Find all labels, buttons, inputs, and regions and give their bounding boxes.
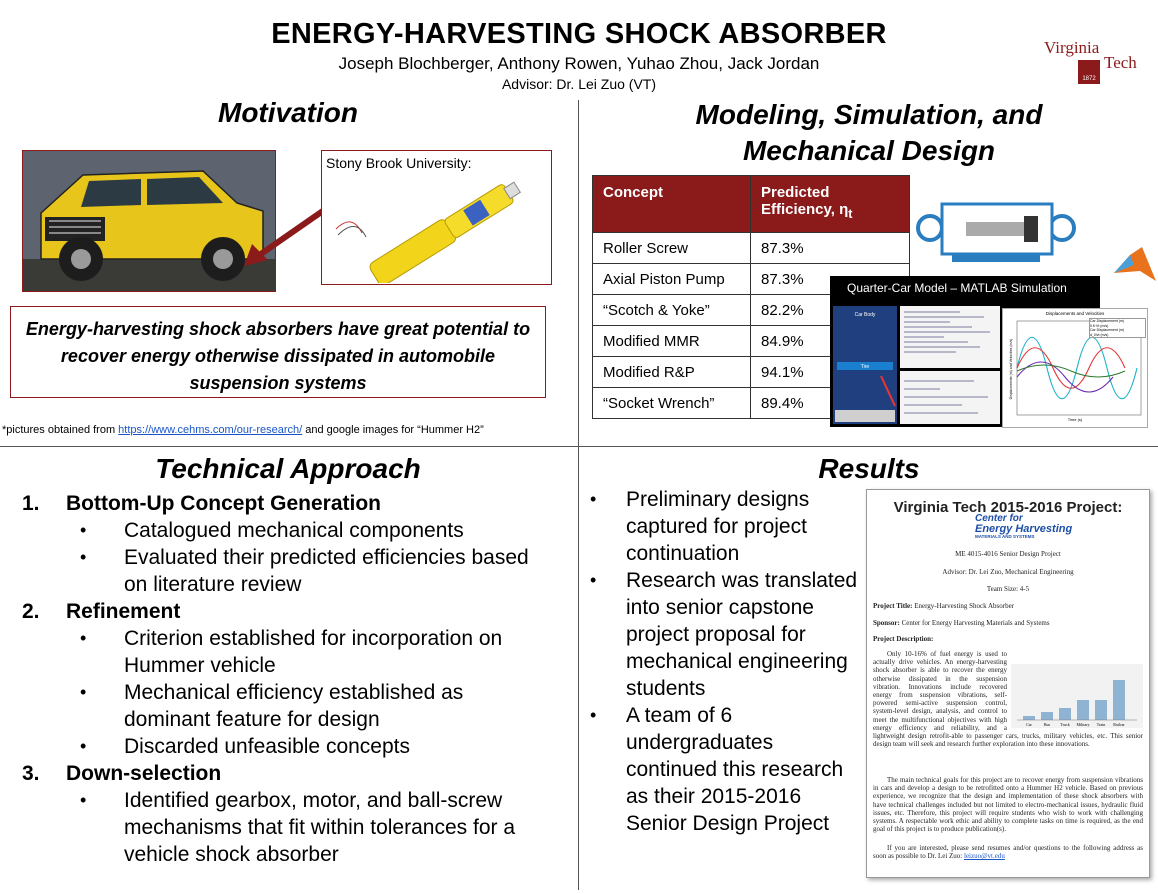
list-item: • Criterion established for incorporation on Hummer vehicle (22, 625, 554, 679)
proj-title-label: Project Title: (873, 602, 913, 610)
bar-label: Bus (1043, 722, 1051, 727)
legend-item: d_0/vt (m/s) (1090, 332, 1109, 337)
center-logo (943, 514, 1072, 540)
row-concept: “Socket Wrench” (593, 388, 751, 419)
bullet-text: Criterion established for incorporation on Hummer vehicle (124, 627, 503, 677)
matlab-logo-icon (1112, 245, 1158, 285)
bar-train (1095, 700, 1107, 720)
bar-label: Car (1026, 722, 1032, 727)
virginia-tech-logo (1044, 38, 1144, 88)
row-efficiency: 94.1% (751, 357, 910, 388)
sponsor: Center for Energy Harvesting Materials and Systems (901, 619, 1050, 627)
row-concept: “Scotch & Yoke” (593, 295, 751, 326)
project-flyer (866, 489, 1150, 878)
proj-title: Energy-Harvesting Shock Absorber (914, 602, 1015, 610)
list-item: • Mechanical efficiency established as dominant feature for design (22, 679, 554, 733)
logo-text-virginia: Virginia (1044, 38, 1100, 57)
bullet-text: Discarded unfeasible concepts (124, 735, 411, 758)
row-efficiency: 84.9% (751, 326, 910, 357)
vertical-divider (578, 100, 579, 890)
flyer-desc2: The main technical goals for this project are to recover energy from suspension vibrations in cars and develop a design to be retrofitted onto a Hummer H2 vehicle. Based on previous experience, we recognize that the design and implementation of these shock absorbers with have technical challenges included but not limited to electro-mechanical issues, hydraulic fluid issues, etc. Therefore, this project will require students who wish to work with challenging systems. A respectable work ethic and ability to complete tasks on time is required, as the end goal of this project is to produce publication(s). (873, 776, 1143, 834)
step-number: 2. (22, 600, 40, 623)
motivation-heading: Motivation (218, 97, 358, 128)
flyer-course: ME 4015-4016 Senior Design Project (955, 550, 1061, 558)
flyer-advisor: Advisor: Dr. Lei Zuo, Mechanical Engineering (942, 568, 1074, 576)
logo-year: 1872 (1082, 76, 1096, 82)
plot-xlabel: Time (s) (1067, 417, 1083, 422)
stony-brook-label: Stony Brook University: (326, 155, 472, 171)
center-line2: Energy Harvesting (975, 523, 1073, 535)
bullet-text: Mechanical efficiency established as dominant feature for design (124, 681, 464, 731)
credit-suffix: and google images for “Hummer H2” (302, 424, 484, 436)
command-window (900, 371, 1000, 424)
bar-truck (1059, 708, 1071, 720)
row-efficiency: 87.3% (751, 233, 910, 264)
col-efficiency (751, 176, 910, 233)
bullet-text: Identified gearbox, motor, and ball-screw mechanisms that fit within tolerances for a vehicle shock absorber (124, 789, 516, 866)
desc1-text: Only 10-16% of fuel energy is used to actually drive vehicles. An energy-harvesting shock absorber is able to recover the energy otherwise dissipated in the suspension vibration. Innovations include recovered energy from suspension vibrations, self-powered semi-active suspension control, system-level design, analysis, and control to meet the multifunctional objectives with high energy efficiency and reliability, and a lightweight design retrofit-able to passenger cars, trucks, military vehicles, etc. This senior design team will seek and research further exploration into these innovations. (873, 650, 1143, 749)
modeling-heading-line2: Mechanical Design (742, 135, 996, 166)
modeling-heading (580, 97, 1158, 169)
table-row (593, 233, 910, 264)
cad-model-illustration (912, 192, 1082, 267)
logo-text-tech: Tech (1104, 53, 1137, 72)
results-heading: Results (818, 453, 920, 484)
row-concept: Axial Piston Pump (593, 264, 751, 295)
flyer-sponsor (873, 619, 1050, 627)
bullet-text: Catalogued mechanical components (124, 519, 464, 542)
credit-link[interactable]: https://www.cehms.com/our-research/ (118, 424, 303, 436)
bullet-text: Preliminary designs captured for project continuation (626, 488, 810, 565)
row-efficiency: 89.4% (751, 388, 910, 419)
list-item: • A team of 6 undergraduates continued this research as their 2015-2016 Senior Design Project (590, 702, 860, 837)
bar-railcar (1113, 680, 1125, 720)
step-heading (22, 598, 554, 625)
quarter-car-diagram (833, 306, 897, 424)
credit-prefix: *pictures obtained from (2, 424, 119, 436)
legend-item: 0.5·Vt (m/s) (1090, 323, 1109, 328)
tire-label: Tire (860, 364, 870, 370)
sponsor-label: Sponsor: (873, 619, 900, 627)
flyer-title: Virginia Tech 2015-2016 Project: (893, 499, 1123, 516)
bar-car (1023, 716, 1035, 720)
row-efficiency: 87.3% (751, 264, 910, 295)
bar-label: Military (1076, 722, 1090, 727)
list-item: • Identified gearbox, motor, and ball-screw mechanisms that fit within tolerances for a vehicle shock absorber (22, 787, 554, 868)
flyer-desc-label: Project Description: (873, 635, 934, 643)
step-number: 1. (22, 492, 40, 515)
list-item: • Discarded unfeasible concepts (22, 733, 554, 760)
center-line3: MATERIALS AND SYSTEMS (975, 534, 1035, 539)
shock-absorber-illustration (322, 173, 551, 283)
bar-military (1077, 700, 1089, 720)
bar-label: Train (1096, 722, 1106, 727)
results-list (590, 486, 860, 837)
desc3-text: If you are interested, please send resumes and/or questions to the following address as soon as possible to Dr. Lei Zuo: (873, 844, 1143, 861)
plot-legend (1089, 318, 1146, 338)
bullet-text: A team of 6 undergraduates continued this research as their 2015-2016 Senior Design Project (626, 704, 844, 835)
row-concept: Roller Screw (593, 233, 751, 264)
step-number: 3. (22, 762, 40, 785)
list-item: • Research was translated into senior capstone project proposal for mechanical engineering students (590, 567, 860, 702)
col-concept: Concept (593, 176, 751, 233)
plot-ylabel: Displacements (m) and Velocities (m/s) (1009, 338, 1013, 400)
image-credit (2, 424, 484, 436)
bar-bus (1041, 712, 1053, 720)
horizontal-divider (0, 446, 1158, 447)
bullet-text: Research was translated into senior capstone project proposal for mechanical engineering students (626, 569, 858, 700)
logo-shield-icon (1078, 60, 1100, 84)
flyer-desc1 (873, 650, 1143, 762)
bullet-text: Evaluated their predicted efficiencies based on literature review (124, 546, 529, 596)
sim-title: Quarter-Car Model – MATLAB Simulation (847, 281, 1067, 295)
displacement-plot (1002, 308, 1148, 428)
row-concept: Modified MMR (593, 326, 751, 357)
email-link[interactable]: leizuo@vt.edu (964, 852, 1005, 861)
list-item: • Preliminary designs captured for project continuation (590, 486, 860, 567)
technical-list (22, 490, 554, 868)
center-line1: Center for (975, 513, 1023, 524)
col-efficiency-sub: t (848, 207, 853, 221)
col-efficiency-label: Predicted Efficiency, η (761, 184, 849, 218)
code-editor (900, 306, 1000, 368)
legend-item: Car Displacement (m) (1090, 328, 1125, 332)
list-item: • Catalogued mechanical components (22, 517, 554, 544)
stony-brook-photo (321, 150, 552, 285)
bar-label: Truck (1060, 722, 1070, 727)
flyer-bar-chart (1011, 664, 1143, 728)
list-item: • Evaluated their predicted efficiencies based on literature review (22, 544, 554, 598)
flyer-team: Team Size: 4-5 (986, 585, 1030, 593)
plot-title: Displacements and Velocities (1045, 311, 1105, 316)
legend-item: Car Displacement (m) (1090, 319, 1125, 323)
table-header-row (593, 176, 910, 233)
motivation-callout: Energy-harvesting shock absorbers have great potential to recover energy otherwise dissipated in automobile suspension systems (10, 306, 546, 398)
step-title: Bottom-Up Concept Generation (66, 492, 381, 515)
step-title: Refinement (66, 600, 181, 623)
modeling-heading-line1: Modeling, Simulation, and (695, 99, 1043, 130)
step-title: Down-selection (66, 762, 222, 785)
poster-title: ENERGY-HARVESTING SHOCK ABSORBER (271, 18, 887, 50)
row-efficiency: 82.2% (751, 295, 910, 326)
step-heading (22, 490, 554, 517)
authors: Joseph Blochberger, Anthony Rowen, Yuhao Zhou, Jack Jordan (338, 54, 820, 73)
car-body-label: Car Body (854, 312, 876, 318)
flyer-project-title (873, 602, 1014, 610)
flyer-desc3 (873, 844, 1143, 860)
advisor: Advisor: Dr. Lei Zuo (VT) (501, 76, 657, 92)
step-heading (22, 760, 554, 787)
row-concept: Modified R&P (593, 357, 751, 388)
technical-heading: Technical Approach (155, 453, 421, 484)
bar-label: Railcar (1113, 722, 1125, 727)
